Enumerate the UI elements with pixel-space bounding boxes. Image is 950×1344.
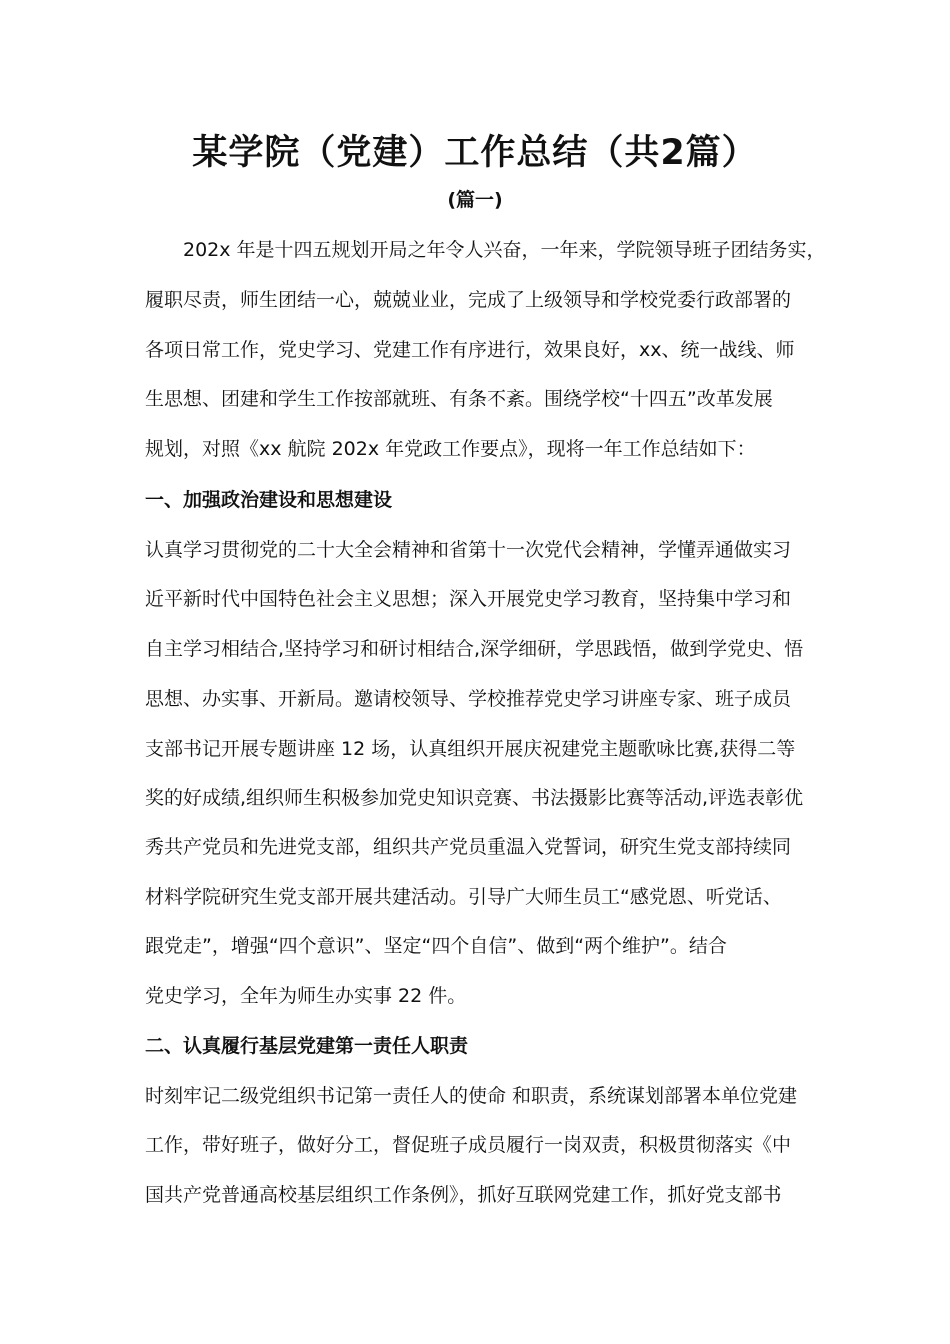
section1-line: 跟党走”，增强“四个意识”、坚定“四个自信”、做到“两个维护”。结合 [145,935,727,957]
intro-line: 各项日常工作，党史学习、党建工作有序进行，效果良好，xx、统一战线、师 [145,339,795,361]
section1-line: 材料学院研究生党支部开展共建活动。引导广大师生员工“感党恩、听党话、 [145,886,782,908]
section2-line: 工作，带好班子，做好分工，督促班子成员履行一岗双责，积极贯彻落实《中 [145,1134,792,1156]
intro-line: 规划，对照《xx 航院 202x 年党政工作要点》，现将一年工作总结如下： [145,438,756,460]
document-subtitle: (篇一) [447,189,503,211]
section1-line: 思想、办实事、开新局。邀请校领导、学校推荐党史学习讲座专家、班子成员 [145,688,792,710]
document-title: 某学院（党建）工作总结（共2篇） [192,133,758,173]
section1-line: 支部书记开展专题讲座 12 场，认真组织开展庆祝建党主题歌咏比赛,获得二等 [145,738,796,760]
section1-line: 认真学习贯彻党的二十大全会精神和省第十一次党代会精神，学懂弄通做实习 [145,539,792,561]
section1-line: 奖的好成绩,组织师生积极参加党史知识竞赛、书法摄影比赛等活动,评选表彰优 [145,787,804,809]
section1-line: 自主学习相结合,坚持学习和研讨相结合,深学细研，学思践悟，做到学党史、悟 [145,638,804,660]
section1-line: 秀共产党员和先进党支部，组织共产党员重温入党誓词，研究生党支部持续同 [145,836,792,858]
intro-line: 202x 年是十四五规划开局之年令人兴奋，一年来，学院领导班子团结务实， [145,239,826,261]
section-heading-2: 二、认真履行基层党建第一责任人职责 [145,1035,469,1057]
intro-line: 履职尽责，师生团结一心，兢兢业业，完成了上级领导和学校党委行政部署的 [145,289,792,311]
section2-line: 时刻牢记二级党组织书记第一责任人的使命 和职责，系统谋划部署本单位党建 [145,1085,798,1107]
intro-line: 生思想、团建和学生工作按部就班、有条不紊。围绕学校“十四五”改革发展 [145,388,773,410]
section2-line: 国共产党普通高校基层组织工作条例》，抓好互联网党建工作，抓好党支部书 [145,1184,782,1206]
section1-line: 党史学习，全年为师生办实事 22 件。 [145,985,467,1007]
section1-line: 近平新时代中国特色社会主义思想；深入开展党史学习教育，坚持集中学习和 [145,588,792,610]
section-heading-1: 一、加强政治建设和思想建设 [145,489,393,511]
